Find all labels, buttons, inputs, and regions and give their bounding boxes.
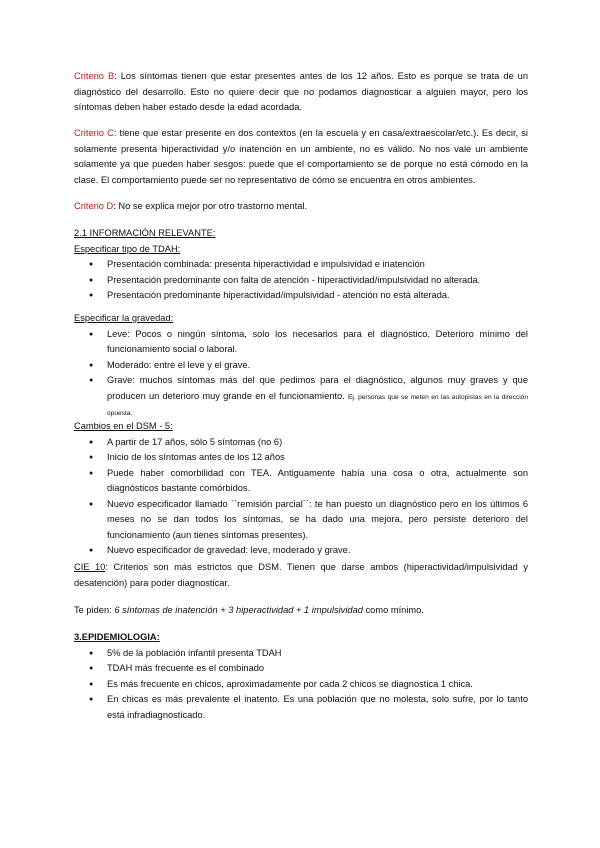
list-item: ● Presentación predominante con falta de atención - hiperactividad/impulsividad no alterada. xyxy=(74,273,528,289)
te-piden-paragraph xyxy=(74,603,528,619)
list-item: ● Nuevo especificador llamado ``remisión parcial´´: te han puesto un diagnóstico pero en los últimos 6 meses no se dan todos los síntomas, se ha dado una mejora, pero persiste deterioro del funcionamiento (aun tienes síntomas presentes). xyxy=(74,497,528,544)
dsm5-heading: Cambios en el DSM - 5: xyxy=(74,421,173,431)
list-item: ● Presentación combinada: presenta hiperactividad e impulsividad e inatención xyxy=(74,257,528,273)
list-item: ● Presentación predominante hiperactividad/impulsividad - atención no está alterada. xyxy=(74,288,528,304)
info-section xyxy=(74,226,528,304)
gravedad-section xyxy=(74,311,528,422)
criterio-d-text: : No se explica mejor por otro trastorno mental. xyxy=(113,201,308,211)
tipo-subheading: Especificar tipo de TDAH: xyxy=(74,243,181,254)
gravedad-heading: Especificar la gravedad: xyxy=(74,313,174,323)
cie10-paragraph xyxy=(74,560,528,591)
list-item: ● Moderado: entre el leve y el grave. xyxy=(74,358,528,374)
epidemiologia-heading: 3.EPIDEMIOLOGIA: xyxy=(74,632,160,642)
te-piden-emph: 6 síntomas de inatención + 3 hiperactividad + 1 impulsividad xyxy=(114,605,363,615)
epidemiologia-list xyxy=(74,646,528,724)
dsm5-section xyxy=(74,419,528,559)
criterio-d-paragraph xyxy=(74,199,528,215)
grave-note: Ej. personas que se meten en las autopistas en la dirección opuesta. xyxy=(107,393,528,417)
list-item: ● 5% de la población infantil presenta TDAH xyxy=(74,646,528,662)
criterio-d-label: Criterio D xyxy=(74,201,114,211)
list-item: ● En chicas es más prevalente el inatento. Es una población que no molesta, solo sufre, por lo tanto está infradiagnosticado. xyxy=(74,692,528,723)
criterio-b-paragraph xyxy=(74,69,528,116)
list-item: ● Inicio de los síntomas antes de los 12 años xyxy=(74,450,528,466)
criterio-c-label: Criterio C xyxy=(74,128,114,138)
list-item: ● TDAH más frecuente es el combinado xyxy=(74,661,528,677)
list-item: ● Nuevo especificador de gravedad: leve, moderado y grave. xyxy=(74,543,528,559)
te-piden-suffix: como mínimo. xyxy=(362,605,424,615)
list-item: ● A partir de 17 años, sólo 5 síntomas (no 6) xyxy=(74,435,528,451)
criterio-b-text: : Los síntomas tienen que estar presentes antes de los 12 años. Esto es porque se trata de un diagnóstico del desarrollo. Esto no quiere decir que no podamos diagnosticar a alguien mayor, pero los síntomas deben haber estado desde la edad acordada. xyxy=(74,71,528,112)
list-item: ● Puede haber comorbilidad con TEA. Antiguamente había una cosa o otra, actualmente son diagnósticos bastante comórbidos. xyxy=(74,466,528,497)
cie10-label: CIE 10 xyxy=(74,562,106,572)
criterio-c-paragraph xyxy=(74,126,528,188)
list-item: ● Es más frecuente en chicos, aproximadamente por cada 2 chicos se diagnostica 1 chica. xyxy=(74,677,528,693)
criterio-b-label: Criterio B xyxy=(74,71,115,81)
gravedad-list xyxy=(74,327,528,422)
list-item xyxy=(74,373,528,422)
tipo-list xyxy=(74,257,528,304)
dsm5-list xyxy=(74,435,528,559)
list-item: ● Leve: Pocos o ningún síntoma, solo los necesarios para el diagnóstico. Deterioro mínimo del funcionamiento social o laboral. xyxy=(74,327,528,358)
info-heading: 2.1 INFORMACIÓN RELEVANTE: xyxy=(74,228,216,238)
cie10-text: : Criterios son más estrictos que DSM. Tienen que darse ambos (hiperactividad/impulsividad y desatención) para poder diagnosticar. xyxy=(74,562,529,588)
criterio-c-text: : tiene que estar presente en dos contextos (en la escuela y en casa/extraescolar/etc.). Es decir, si solamente presenta hiperactividad y/o inatención en un ambiente, no es válido. No nos vale un ambiente solamente ya que pueden haber sesgos: puede que el comportamiento se de porque no está cómodo en la clase. El comportamiento puede ser no representativo de cómo se encuentra en otros ambientes. xyxy=(74,128,528,185)
te-piden-prefix: Te piden: xyxy=(74,605,115,615)
epidemiologia-section xyxy=(74,630,528,723)
grave-text: Grave: muchos síntomas más del que pedimos para el diagnóstico, algunos muy graves y que producen un deterioro muy grande en el funcionamiento. xyxy=(107,375,528,401)
